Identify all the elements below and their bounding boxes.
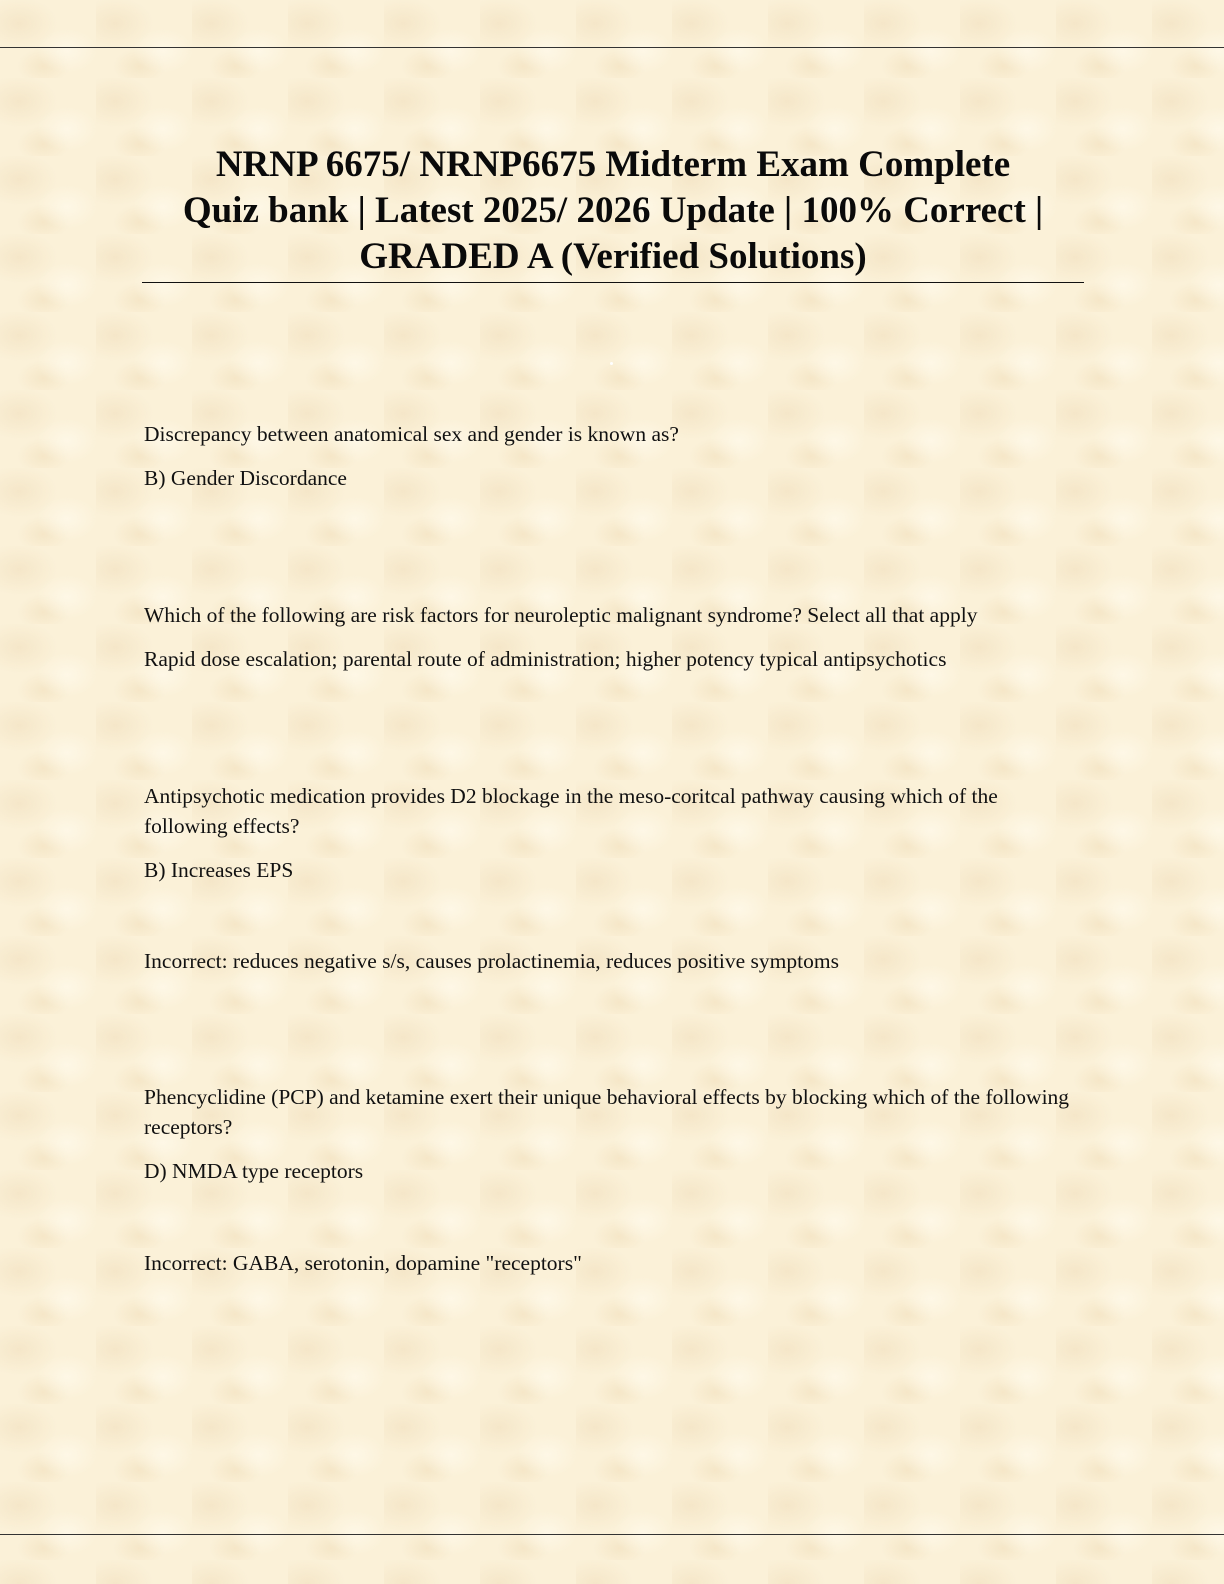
question-3-text: Antipsychotic medication provides D2 blockage in the meso-coritcal pathway causing which of the following effects? [144,784,998,838]
title-line-2: Quiz bank | Latest 2025/ 2026 Update | 100% Correct | [182,190,1044,231]
footer-rule [0,1534,1224,1535]
document-title [142,142,1084,283]
title-line-1: NRNP 6675/ NRNP6675 Midterm Exam Complete [215,144,1011,185]
note-3-text: Incorrect: reduces negative s/s, causes prolactinemia, reduces positive symptoms [144,949,839,973]
question-1-text: Discrepancy between anatomical sex and gender is known as? [144,422,679,446]
answer-1-text: B) Gender Discordance [144,466,347,490]
question-4-text: Phencyclidine (PCP) and ketamine exert their unique behavioral effects by blocking which of the following receptors? [144,1085,1070,1139]
question-2-text: Which of the following are risk factors for neuroleptic malignant syndrome? Select all that apply [144,603,978,627]
decorative-speck [610,362,613,365]
answer-2-text: Rapid dose escalation; parental route of administration; higher potency typical antipsychotics [144,647,947,671]
answer-3-text: B) Increases EPS [144,858,294,882]
header-rule [0,47,1224,48]
note-4-text: Incorrect: GABA, serotonin, dopamine "receptors" [144,1251,582,1275]
answer-4-text: D) NMDA type receptors [144,1159,364,1183]
title-line-3: GRADED A (Verified Solutions) [359,236,867,277]
